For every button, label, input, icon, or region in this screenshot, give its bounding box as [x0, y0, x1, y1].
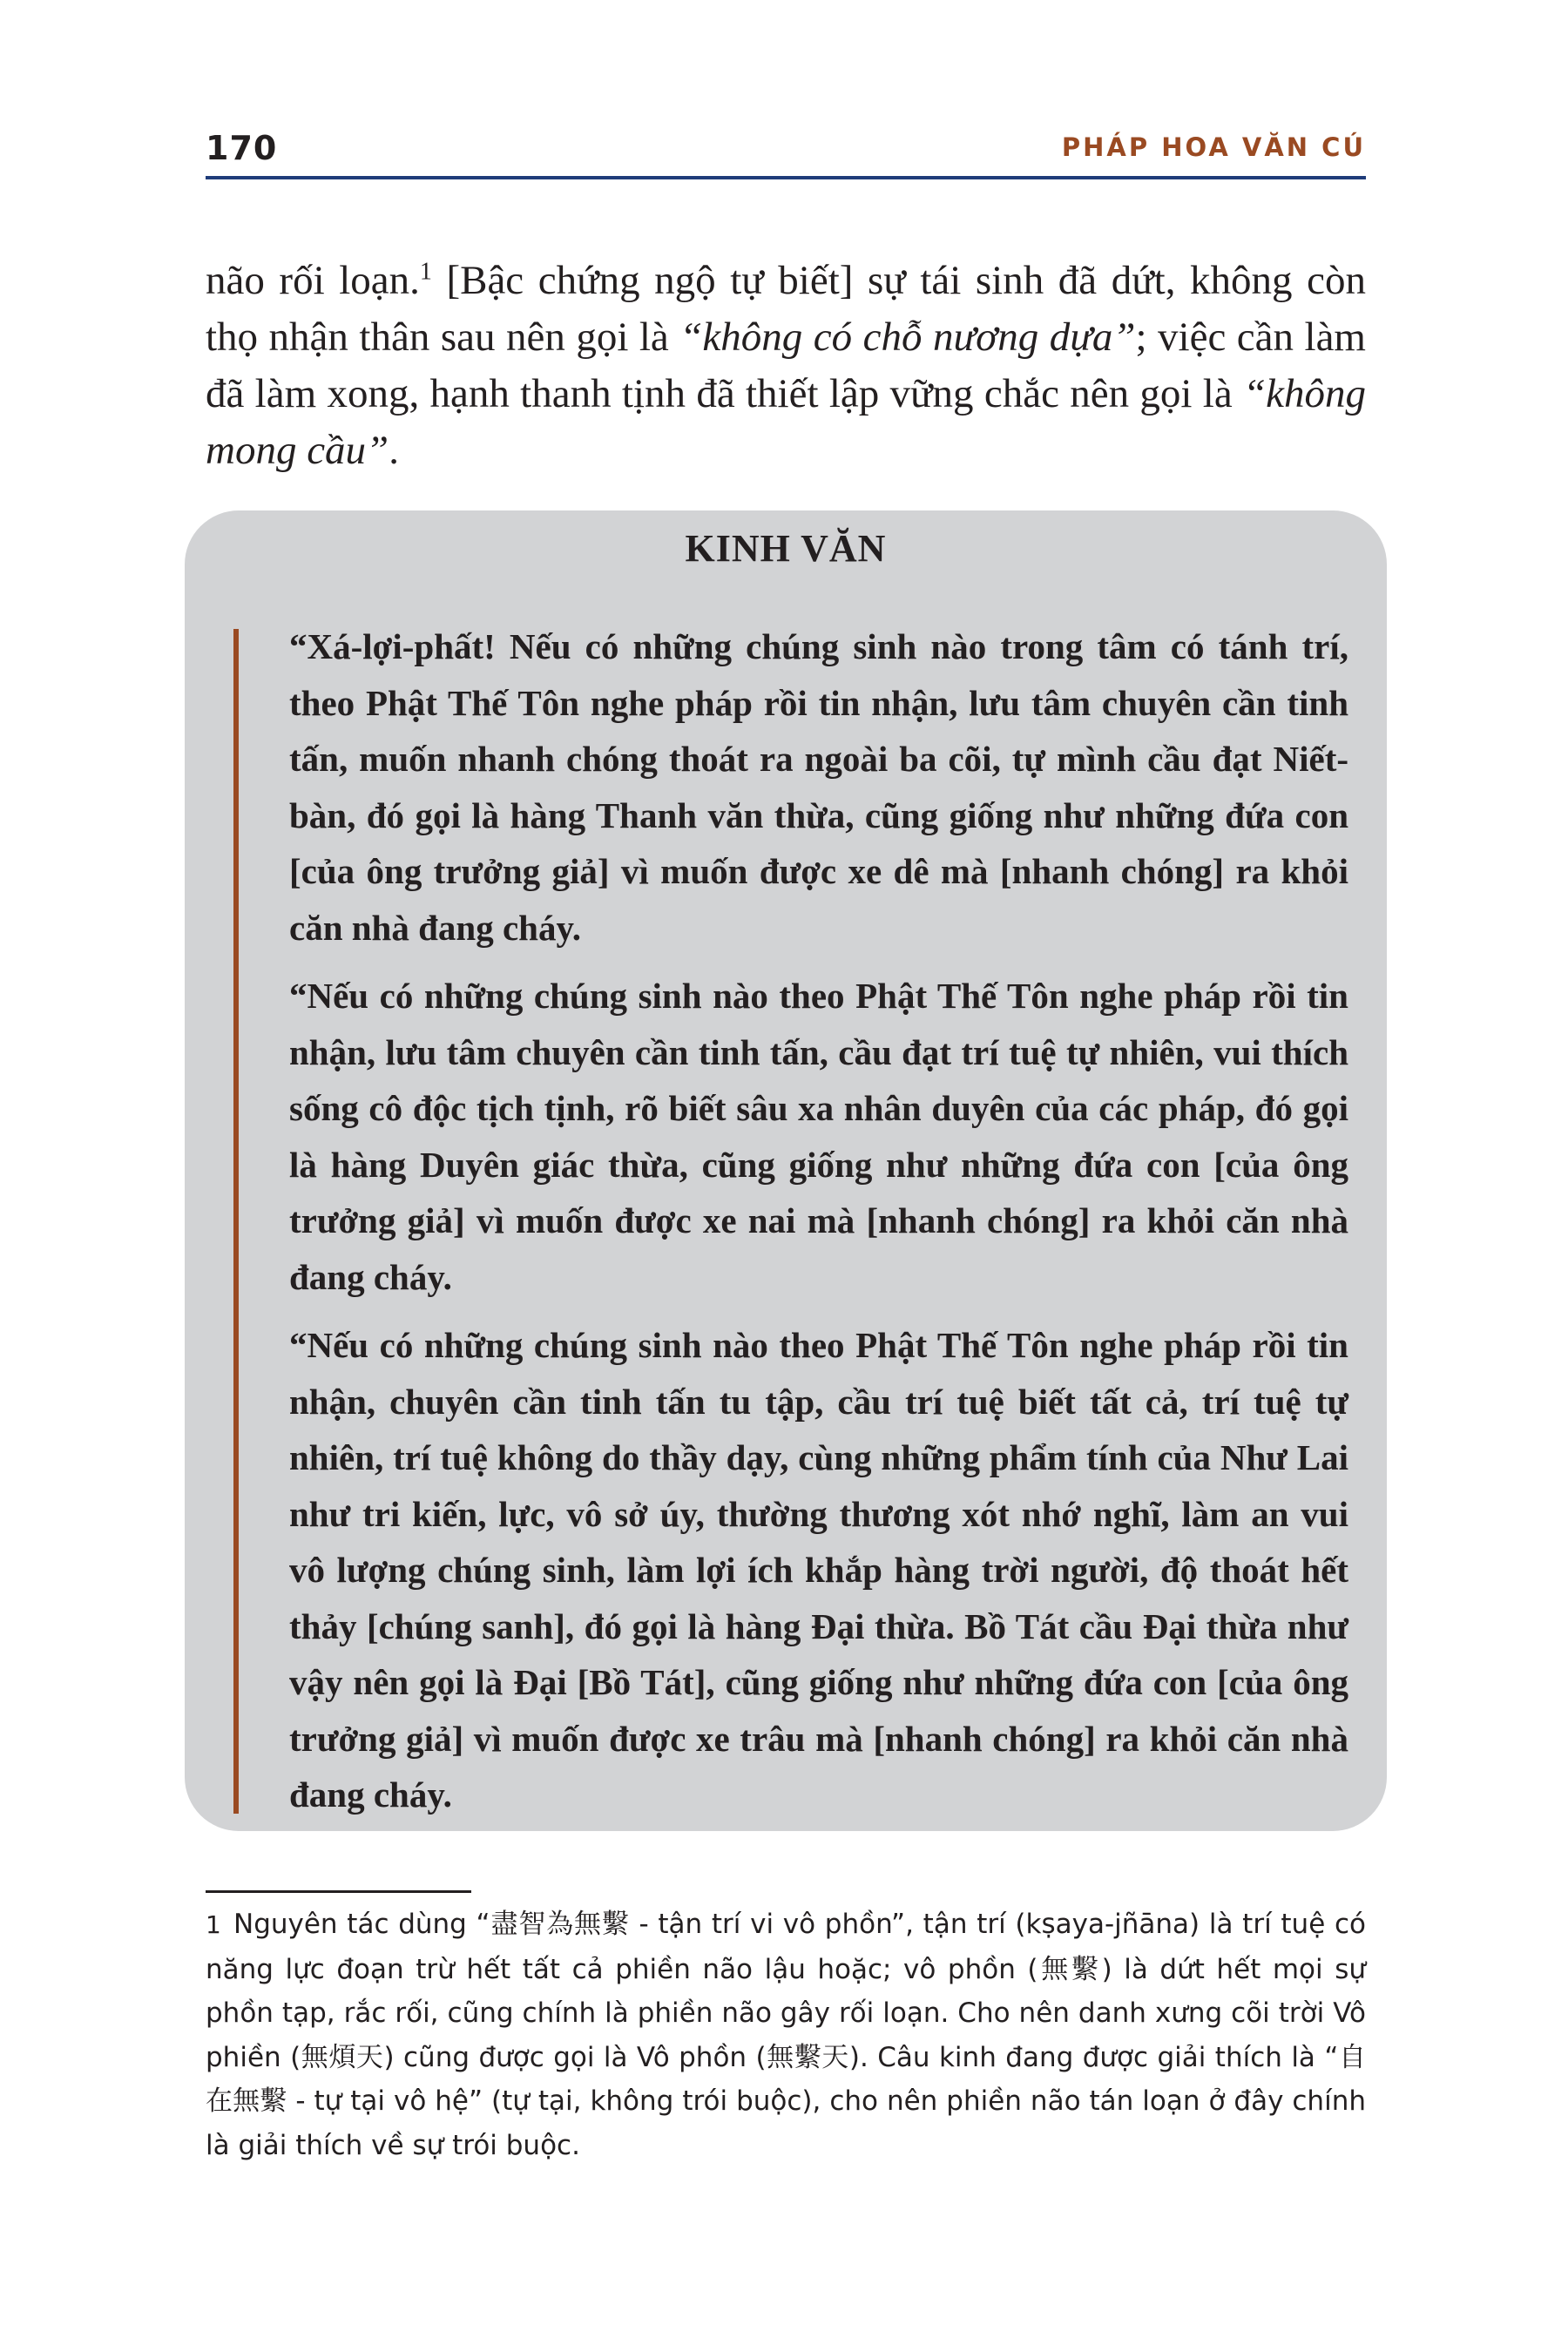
- sutra-body: [289, 618, 1348, 1835]
- intro-paragraph: [206, 253, 1366, 479]
- intro-text-1: não rối loạn.: [206, 258, 420, 303]
- running-title: PHÁP HOA VĂN CÚ: [1061, 132, 1366, 162]
- page-header: [206, 122, 1366, 176]
- footnote-divider: [206, 1890, 471, 1893]
- page-number: 170: [206, 129, 278, 167]
- footnote-text: Nguyên tác dùng “盡智為無繫 - tận trí vi vô phồn”, tận trí (kṣaya-jñāna) là trí tuệ có năng lực đoạn trừ hết tất cả phiền não lậu hoặc; vô phồn (無繫) là dứt hết mọi sự phồn tạp, rắc rối, cũng chính là phiền não gây rối loạn. Cho nên danh xưng cõi trời Vô phiền (無煩天) cũng được gọi là Vô phồn (無繫天). Câu kinh đang được giải thích là “自在無繫 - tự tại vô hệ” (tự tại, không trói buộc), cho nên phiền não tán loạn ở đây chính là giải thích về sự trói buộc.: [206, 1909, 1366, 2161]
- intro-text-3: ; việc cần làm đã làm xong, hạnh thanh tịnh đã thiết lập vững chắc nên gọi là: [206, 314, 1366, 416]
- intro-quote-1: “không có chỗ nương dựa”: [679, 314, 1136, 360]
- header-divider: [206, 176, 1366, 179]
- sutra-paragraph: “Xá-lợi-phất! Nếu có những chúng sinh nào trong tâm có tánh trí, theo Phật Thế Tôn nghe pháp rồi tin nhận, lưu tâm chuyên cần tinh tấn, muốn nhanh chóng thoát ra ngoài ba cõi, tự mình cầu đạt Niết-bàn, đó gọi là hàng Thanh văn thừa, cũng giống như những đứa con [của ông trưởng giả] vì muốn được xe dê mà [nhanh chóng] ra khỏi căn nhà đang cháy.: [289, 626, 1348, 948]
- intro-text-4: .: [389, 428, 399, 473]
- sutra-accent-bar: [233, 629, 239, 1814]
- intro-quote-2: “không mong cầu”: [206, 371, 1366, 473]
- footnote: [206, 1903, 1366, 2167]
- footnote-number: 1: [206, 1910, 221, 1939]
- sutra-paragraph: “Nếu có những chúng sinh nào theo Phật Thế Tôn nghe pháp rồi tin nhận, lưu tâm chuyên cần tinh tấn, cầu đạt trí tuệ tự nhiên, vui thích sống cô độc tịch tịnh, rõ biết sâu xa nhân duyên của các pháp, đó gọi là hàng Duyên giác thừa, cũng giống như những đứa con [của ông trưởng giả] vì muốn được xe nai mà [nhanh chóng] ra khỏi căn nhà đang cháy.: [289, 976, 1348, 1297]
- sutra-heading: KINH VĂN: [685, 527, 887, 570]
- sutra-text-box: [185, 510, 1387, 1831]
- footnote-reference[interactable]: 1: [419, 258, 432, 286]
- sutra-paragraph: “Nếu có những chúng sinh nào theo Phật Thế Tôn nghe pháp rồi tin nhận, chuyên cần tinh tấn tu tập, cầu trí tuệ biết tất cả, trí tuệ tự nhiên, trí tuệ không do thầy dạy, cùng những phẩm tính của Như Lai như tri kiến, lực, vô sở úy, thường thương xót nhớ nghĩ, làm an vui vô lượng chúng sinh, làm lợi ích khắp hàng trời người, độ thoát hết thảy [chúng sanh], đó gọi là hàng Đại thừa. Bồ Tát cầu Đại thừa như vậy nên gọi là Đại [Bồ Tát], cũng giống như những đứa con [của ông trưởng giả] vì muốn được xe trâu mà [nhanh chóng] ra khỏi căn nhà đang cháy.: [289, 1325, 1348, 1815]
- intro-text-2: [Bậc chứng ngộ tự biết] sự tái sinh đã dứt, không còn thọ nhận thân sau nên gọi là: [206, 258, 1366, 360]
